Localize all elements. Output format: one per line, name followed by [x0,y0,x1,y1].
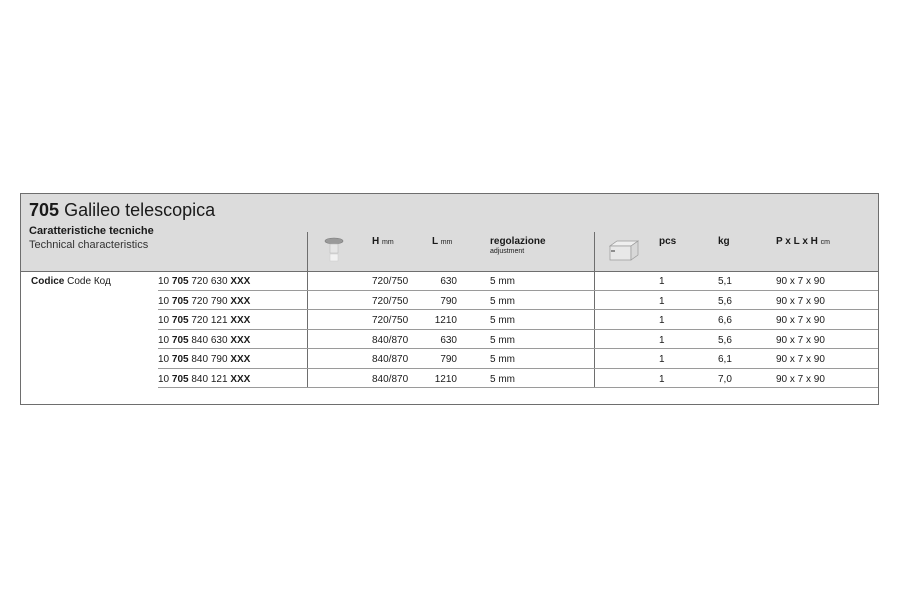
spec-sheet [20,193,879,405]
cell-regolazione: 5 mm [490,276,515,287]
cell-dimensions: 90 x 7 x 90 [776,276,825,287]
code-prefix: 10 [158,373,170,385]
header-regolazione: regolazione [490,236,546,247]
table-row [21,369,878,389]
code-mid: 840 630 [191,334,228,346]
cell-kg: 5,1 [718,276,732,287]
code-bold: 705 [171,334,189,346]
spec-header [21,194,878,272]
cell-h: 840/870 [372,334,409,346]
code-label-ru: Код [93,276,111,287]
product-number: 705 [29,200,60,220]
cell-pcs: 1 [659,334,665,346]
cell-regolazione: 5 mm [490,315,515,326]
subtitle-it: Caratteristiche tecniche [29,225,154,237]
cell-dimensions: 90 x 7 x 90 [776,334,825,346]
cell-pcs: 1 [659,295,665,307]
header-l [432,236,452,247]
cell-kg: 5,6 [718,295,732,307]
code-prefix: 10 [158,276,170,287]
row-divider [158,387,878,388]
code-mid: 720 790 [191,295,228,307]
cell-h: 720/750 [372,276,409,287]
code-bold: 705 [171,276,189,287]
code-bold: 705 [171,354,189,365]
cell-kg: 5,6 [718,334,732,346]
cell-l: 790 [440,354,457,365]
cell-h: 720/750 [372,315,409,326]
code-suffix: XXX [230,373,251,385]
code-mid: 720 121 [191,315,228,326]
cell-dimensions: 90 x 7 x 90 [776,295,825,307]
cell-kg: 7,0 [718,373,732,385]
code-suffix: XXX [230,276,251,287]
cell-code [158,296,250,307]
cell-h: 840/870 [372,373,409,385]
code-label-it: Codice [31,276,65,287]
cell-regolazione: 5 mm [490,373,515,385]
code-label-en: Code [67,276,92,287]
table-row [21,349,878,369]
cell-dimensions: 90 x 7 x 90 [776,315,825,326]
cell-code [158,335,250,346]
code-suffix: XXX [230,295,251,307]
cell-regolazione: 5 mm [490,354,515,365]
code-mid: 840 121 [191,373,228,385]
code-suffix: XXX [230,315,251,326]
cell-code [158,315,250,326]
cell-l: 630 [440,334,457,346]
code-mid: 720 630 [191,276,228,287]
code-prefix: 10 [158,295,170,307]
cell-regolazione: 5 mm [490,295,515,307]
subtitle-en: Technical characteristics [29,239,149,251]
package-box-icon [609,238,639,262]
header-dimensions [776,236,830,247]
cell-pcs: 1 [659,276,665,287]
cell-l: 1210 [434,373,457,385]
cell-pcs: 1 [659,315,665,326]
product-title [29,200,215,221]
cell-l: 790 [440,295,457,307]
code-prefix: 10 [158,354,170,365]
cell-dimensions: 90 x 7 x 90 [776,354,825,365]
code-bold: 705 [171,295,189,307]
cell-code [158,276,250,287]
cell-h: 840/870 [372,354,409,365]
cell-l: 1210 [434,315,457,326]
code-prefix: 10 [158,315,170,326]
header-adjustment: adjustment [490,248,525,255]
cell-kg: 6,6 [718,315,732,326]
code-prefix: 10 [158,334,170,346]
header-pcs: pcs [659,236,677,247]
cell-h: 720/750 [372,295,409,307]
table-row [21,271,878,291]
table-row [21,310,878,330]
table-row [21,291,878,311]
header-h-label: H [372,236,380,247]
header-h [372,236,394,247]
cell-code [158,354,250,365]
cell-pcs: 1 [659,373,665,385]
cell-dimensions: 90 x 7 x 90 [776,373,825,385]
cell-l: 630 [440,276,457,287]
code-bold: 705 [171,315,189,326]
header-h-unit: mm [382,239,394,246]
header-dims-label: P x L x H [776,236,818,247]
cell-regolazione: 5 mm [490,334,515,346]
table-row [21,330,878,350]
code-bold: 705 [171,373,189,385]
code-mid: 840 790 [191,354,228,365]
code-suffix: XXX [230,334,251,346]
table-leg-icon [323,237,345,263]
header-dims-unit: cm [820,239,830,246]
cell-pcs: 1 [659,354,665,365]
header-l-unit: mm [440,239,453,246]
cell-code [158,374,250,385]
product-name: Galileo telescopica [64,200,216,220]
header-l-label: L [432,236,438,247]
cell-kg: 6,1 [718,354,732,365]
header-kg: kg [718,236,730,247]
code-suffix: XXX [230,354,251,365]
